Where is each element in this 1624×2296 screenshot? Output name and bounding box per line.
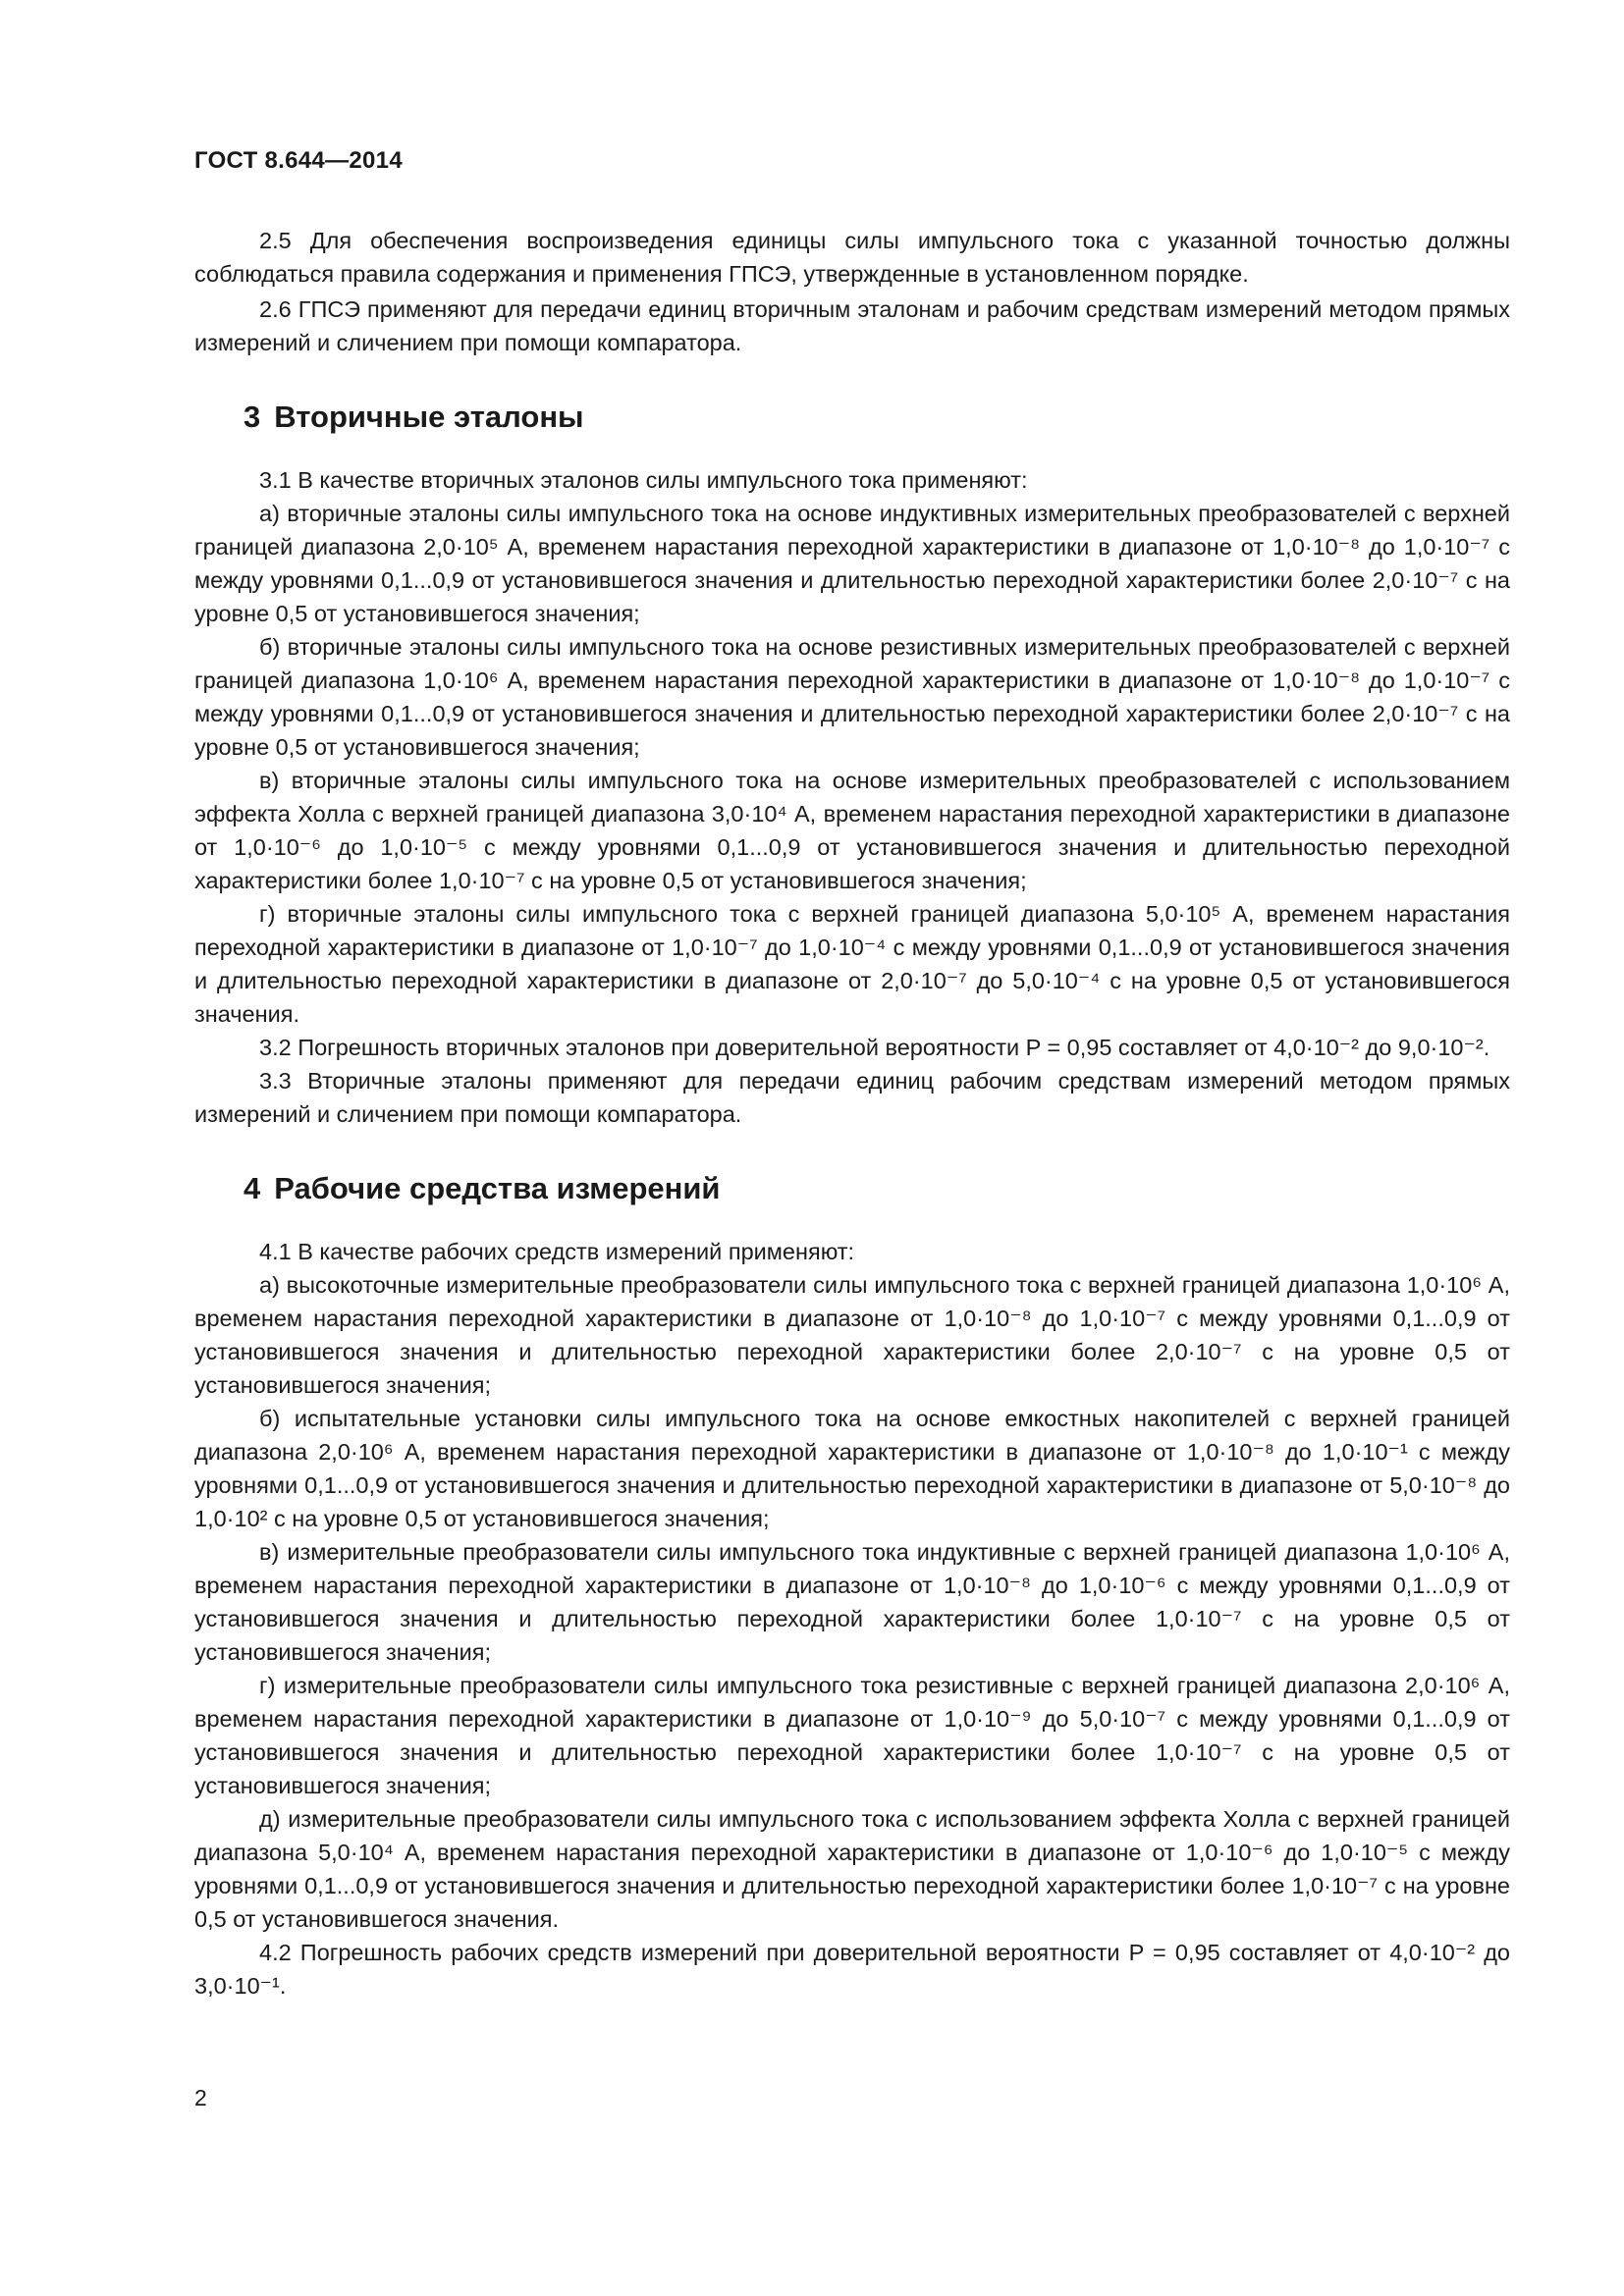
paragraph-2-6: 2.6 ГПСЭ применяют для передачи единиц вторичным эталонам и рабочим средствам измерений методом прямых измерений и сличением при помощи компаратора. xyxy=(194,296,1510,355)
list-item-4-a: а) высокоточные измерительные преобразователи силы импульсного тока с верхней границей диапазона 1,0·10⁶ А, временем нарастания переходной характеристики в диапазоне от 1,0·10⁻⁸ до 1,0·10⁻⁷ с между уровнями 0,1...0,9 от установившегося значения и длительностью переходной характеристики более 2,0·10⁻⁷ с на уровне 0,5 от установившегося значения; xyxy=(194,1272,1510,1398)
list-item-4-v: в) измерительные преобразователи силы импульсного тока индуктивные с верхней границей диапазона 1,0·10⁶ А, временем нарастания переходной характеристики в диапазоне от 1,0·10⁻⁸ до 1,0·10⁻⁶ с между уровнями 0,1...0,9 от установившегося значения и длительностью переходной характеристики более 1,0·10⁻⁷ с на уровне 0,5 от установившегося значения; xyxy=(194,1539,1510,1665)
list-item-3-a: а) вторичные эталоны силы импульсного тока на основе индуктивных измерительных преобразователей с верхней границей диапазона 2,0·10⁵ А, временем нарастания переходной характеристики в диапазоне от 1,0·10⁻⁸ до 1,0·10⁻⁷ с между уровнями 0,1...0,9 от установившегося значения и длительностью переходной характеристики более 2,0·10⁻⁷ с на уровне 0,5 от установившегося значения; xyxy=(194,501,1510,626)
list-item-3-g: г) вторичные эталоны силы импульсного тока с верхней границей диапазона 5,0·10⁵ А, временем нарастания переходной характеристики в диапазоне от 1,0·10⁻⁷ до 1,0·10⁻⁴ с между уровнями 0,1...0,9 от установившегося значения и длительностью переходной характеристики в диапазоне от 2,0·10⁻⁷ до 5,0·10⁻⁴ с на уровне 0,5 от установившегося значения. xyxy=(194,901,1510,1027)
section-3-title: Вторичные эталоны xyxy=(274,400,584,434)
section-4-heading xyxy=(244,1170,1510,1207)
section-4-number: 4 xyxy=(244,1171,261,1205)
list-item-3-b: б) вторичные эталоны силы импульсного тока на основе резистивных измерительных преобразователей с верхней границей диапазона 1,0·10⁶ А, временем нарастания переходной характеристики в диапазоне от 1,0·10⁻⁸ до 1,0·10⁻⁷ с между уровнями 0,1...0,9 от установившегося значения и длительностью переходной характеристики более 2,0·10⁻⁷ с на уровне 0,5 от установившегося значения; xyxy=(194,634,1510,760)
paragraph-4-1: 4.1 В качестве рабочих средств измерений применяют: xyxy=(259,1239,855,1264)
paragraph-2-5: 2.5 Для обеспечения воспроизведения единицы силы импульсного тока с указанной точностью должны соблюдаться правила содержания и применения ГПСЭ, утвержденные в установленном порядке. xyxy=(194,228,1510,287)
paragraph-3-3: 3.3 Вторичные эталоны применяют для передачи единиц рабочим средствам измерений методом прямых измерений и сличением при помощи компаратора. xyxy=(194,1068,1510,1127)
list-item-4-b: б) испытательные установки силы импульсного тока на основе емкостных накопителей с верхней границей диапазона 2,0·10⁶ А, временем нарастания переходной характеристики в диапазоне от 1,0·10⁻⁸ до 1,0·10⁻¹ с между уровнями 0,1...0,9 от установившегося значения и длительностью переходной характеристики в диапазоне от 5,0·10⁻⁸ до 1,0·10² с на уровне 0,5 от установившегося значения; xyxy=(194,1406,1510,1531)
section-3-heading xyxy=(244,399,1510,436)
paragraph-4-2: 4.2 Погрешность рабочих средств измерений при доверительной вероятности P = 0,95 составляет от 4,0·10⁻² до 3,0·10⁻¹. xyxy=(194,1940,1510,1999)
section-3-number: 3 xyxy=(244,400,261,434)
page-number: 2 xyxy=(194,2085,207,2110)
paragraph-3-2: 3.2 Погрешность вторичных эталонов при доверительной вероятности P = 0,95 составляет от 4,0·10⁻² до 9,0·10⁻². xyxy=(259,1035,1490,1060)
list-item-3-v: в) вторичные эталоны силы импульсного тока на основе измерительных преобразователей с использованием эффекта Холла с верхней границей диапазона 3,0·10⁴ А, временем нарастания переходной характеристики в диапазоне от 1,0·10⁻⁶ до 1,0·10⁻⁵ с между уровнями 0,1...0,9 от установившегося значения и длительностью переходной характеристики более 1,0·10⁻⁷ с на уровне 0,5 от установившегося значения; xyxy=(194,768,1510,893)
document-body xyxy=(194,224,1510,2002)
section-4-title: Рабочие средства измерений xyxy=(274,1171,721,1205)
paragraph-3-1: 3.1 В качестве вторичных эталонов силы импульсного тока применяют: xyxy=(259,467,1028,493)
list-item-4-g: г) измерительные преобразователи силы импульсного тока резистивные с верхней границей диапазона 2,0·10⁶ А, временем нарастания переходной характеристики в диапазоне от 1,0·10⁻⁹ до 5,0·10⁻⁷ с между уровнями 0,1...0,9 от установившегося значения и длительностью переходной характеристики более 1,0·10⁻⁷ с на уровне 0,5 от установившегося значения; xyxy=(194,1673,1510,1798)
document-header: ГОСТ 8.644—2014 xyxy=(194,147,403,174)
list-item-4-d: д) измерительные преобразователи силы импульсного тока с использованием эффекта Холла с верхней границей диапазона 5,0·10⁴ А, временем нарастания переходной характеристики в диапазоне от 1,0·10⁻⁶ до 1,0·10⁻⁵ с между уровнями 0,1...0,9 от установившегося значения и длительностью переходной характеристики более 1,0·10⁻⁷ с на уровне 0,5 от установившегося значения. xyxy=(194,1806,1510,1932)
